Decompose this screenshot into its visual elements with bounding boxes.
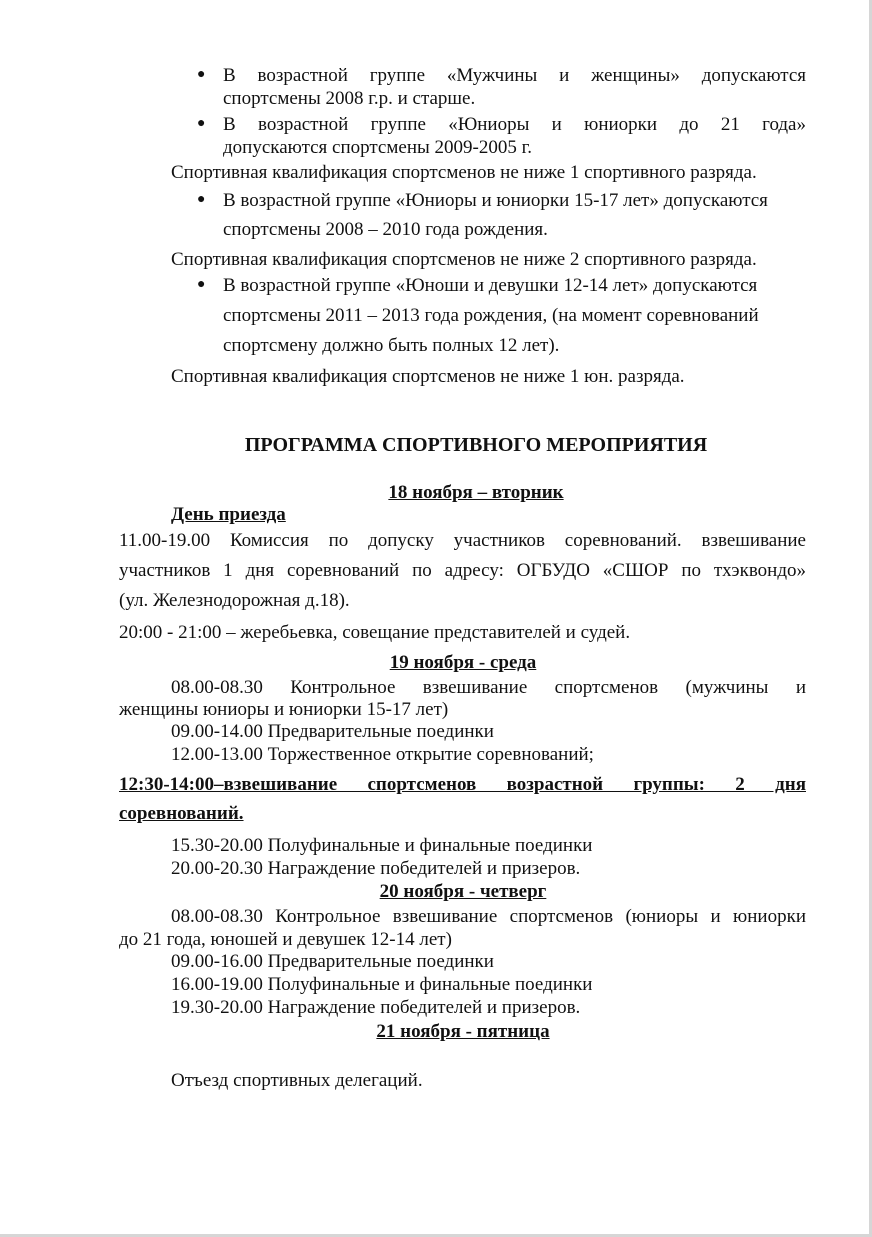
day3-line-5: 19.30-20.00 Награждение победителей и призеров. bbox=[171, 997, 581, 1018]
bullet-adults-line-2: спортсмены 2008 г.р. и старше. bbox=[223, 88, 476, 109]
day1-line-4: 20:00 - 21:00 – жеребьевка, совещание представителей и судей. bbox=[119, 622, 631, 643]
day2-highlight-line-2: соревнований. bbox=[119, 803, 244, 824]
bullet-icon: ● bbox=[197, 277, 206, 292]
day2-highlight-line-1: 12:30-14:00–взвешивание спортсменов возрастной группы: 2 дня bbox=[119, 774, 806, 795]
day1-line-3: (ул. Железнодорожная д.18). bbox=[119, 590, 350, 611]
day2-line-5: 15.30-20.00 Полуфинальные и финальные поединки bbox=[171, 835, 593, 856]
day3-line-3: 09.00-16.00 Предварительные поединки bbox=[171, 951, 494, 972]
qualification-1: Спортивная квалификация спортсменов не ниже 1 спортивного разряда. bbox=[171, 162, 757, 183]
day3-line-2: до 21 года, юношей и девушек 12-14 лет) bbox=[119, 929, 452, 950]
day2-date: 19 ноября - среда bbox=[389, 652, 537, 673]
bullet-juniors21-line-1: В возрастной группе «Юниоры и юниорки до 21 года» bbox=[223, 114, 806, 135]
bullet-icon: ● bbox=[197, 67, 206, 82]
bullet-youth-line-2: спортсмены 2011 – 2013 года рождения, (на момент соревнований bbox=[223, 305, 759, 326]
day4-date: 21 ноября - пятница bbox=[376, 1021, 550, 1042]
qualification-3: Спортивная квалификация спортсменов не ниже 1 юн. разряда. bbox=[171, 366, 685, 387]
bullet-icon: ● bbox=[197, 116, 206, 131]
day3-date: 20 ноября - четверг bbox=[379, 881, 547, 902]
day2-line-1: 08.00-08.30 Контрольное взвешивание спортсменов (мужчины и bbox=[171, 677, 806, 698]
qualification-2: Спортивная квалификация спортсменов не ниже 2 спортивного разряда. bbox=[171, 249, 757, 270]
day1-date: 18 ноября – вторник bbox=[388, 482, 564, 503]
bullet-juniors15-line-2: спортсмены 2008 – 2010 года рождения. bbox=[223, 219, 548, 240]
bullet-juniors21-line-2: допускаются спортсмены 2009-2005 г. bbox=[223, 137, 532, 158]
day4-line: Отъезд спортивных делегаций. bbox=[171, 1070, 423, 1091]
day2-line-3: 09.00-14.00 Предварительные поединки bbox=[171, 721, 494, 742]
program-title: ПРОГРАММА СПОРТИВНОГО МЕРОПРИЯТИЯ bbox=[244, 434, 708, 456]
bullet-youth-line-1: В возрастной группе «Юноши и девушки 12-14 лет» допускаются bbox=[223, 275, 758, 296]
day1-line-1: 11.00-19.00 Комиссия по допуску участников соревнований. взвешивание bbox=[119, 530, 806, 551]
day2-line-4: 12.00-13.00 Торжественное открытие соревнований; bbox=[171, 744, 594, 765]
day3-line-1: 08.00-08.30 Контрольное взвешивание спортсменов (юниоры и юниорки bbox=[171, 906, 806, 927]
day1-line-2: участников 1 дня соревнований по адресу: ОГБУДО «СШОР по тхэквондо» bbox=[119, 560, 806, 581]
bullet-juniors15-line-1: В возрастной группе «Юниоры и юниорки 15-17 лет» допускаются bbox=[223, 190, 768, 211]
bullet-youth-line-3: спортсмену должно быть полных 12 лет). bbox=[223, 335, 560, 356]
bullet-icon: ● bbox=[197, 192, 206, 207]
day2-line-2: женщины юниоры и юниорки 15-17 лет) bbox=[119, 699, 449, 720]
bullet-adults-line-1: В возрастной группе «Мужчины и женщины» допускаются bbox=[223, 65, 806, 86]
day3-line-4: 16.00-19.00 Полуфинальные и финальные поединки bbox=[171, 974, 593, 995]
day2-line-6: 20.00-20.30 Награждение победителей и призеров. bbox=[171, 858, 581, 879]
day1-subtitle: День приезда bbox=[171, 504, 286, 525]
